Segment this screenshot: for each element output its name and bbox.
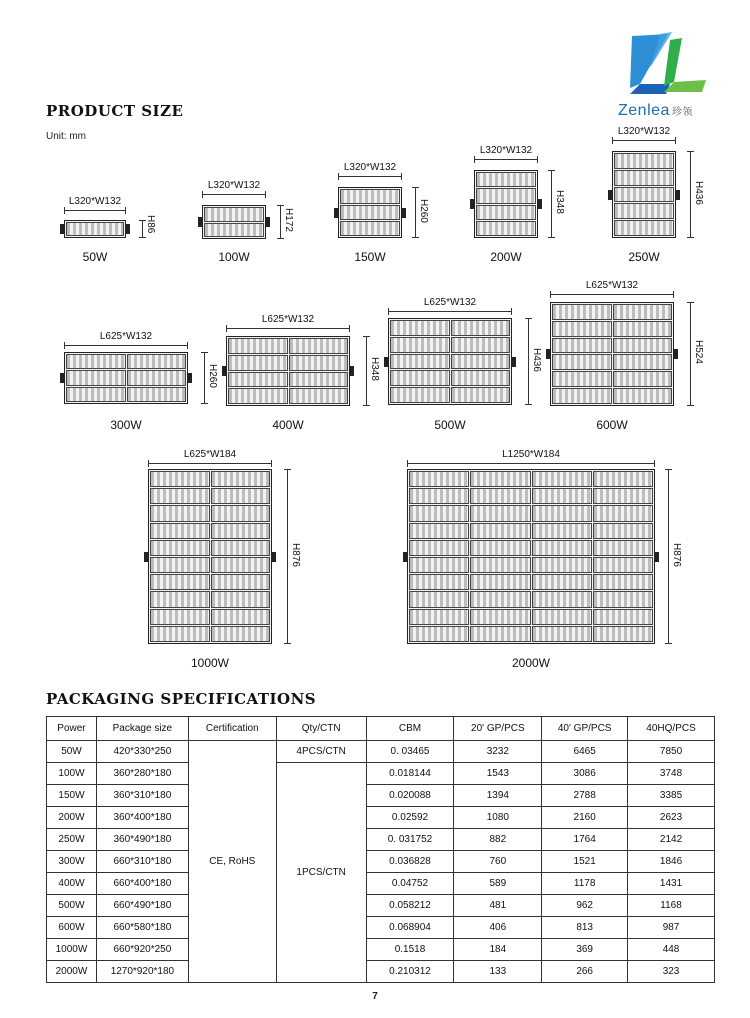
table-row — [47, 939, 715, 961]
led-module — [66, 354, 126, 369]
product-150w-width-dimension-line — [338, 176, 402, 177]
led-module — [289, 355, 349, 371]
led-module — [552, 338, 612, 354]
led-module — [532, 557, 592, 573]
product-250w-height-dimension-line — [690, 151, 691, 238]
cell-cbm: 0.210312 — [366, 961, 454, 983]
led-module — [204, 223, 264, 238]
table-row — [47, 917, 715, 939]
cell-power: 100W — [47, 763, 97, 785]
product-100w-height-dimension-line — [280, 205, 281, 239]
led-module — [614, 170, 674, 186]
led-module — [211, 523, 271, 539]
led-module — [552, 388, 612, 404]
led-module — [613, 338, 673, 354]
product-500w-height-label: H436 — [531, 347, 542, 372]
cell-power: 300W — [47, 851, 97, 873]
led-module — [390, 387, 450, 403]
led-module — [409, 488, 469, 504]
led-module — [470, 574, 530, 590]
led-module — [289, 338, 349, 354]
led-module — [66, 370, 126, 385]
cell-40hq: 3385 — [628, 785, 715, 807]
led-module — [211, 591, 271, 607]
header-20gp: 20' GP/PCS — [454, 717, 542, 741]
product-50w-width-dimension-line — [64, 210, 126, 211]
brand-wordmark — [618, 102, 693, 120]
cell-40hq: 1168 — [628, 895, 715, 917]
led-module — [613, 354, 673, 370]
product-200w-height-label: H348 — [554, 190, 565, 214]
cell-power: 600W — [47, 917, 97, 939]
cell-power: 150W — [47, 785, 97, 807]
led-module — [390, 337, 450, 353]
cell-20gp: 1080 — [454, 807, 542, 829]
cell-power: 200W — [47, 807, 97, 829]
product-200w-length-width-label: L320*W132 — [479, 145, 533, 156]
led-module — [476, 172, 536, 187]
led-module — [451, 387, 511, 403]
product-600w-length-width-label: L625*W132 — [585, 280, 639, 291]
brand-wordmark-cn: 珍领 — [671, 107, 693, 118]
cell-20gp: 589 — [454, 873, 542, 895]
led-module — [614, 203, 674, 219]
header-power: Power — [47, 717, 97, 741]
product-400w-width-dimension-line — [226, 328, 350, 329]
cell-40gp: 266 — [542, 961, 628, 983]
product-300w-height-dimension-line — [204, 352, 205, 404]
product-500w-power-label: 500W — [434, 418, 466, 432]
led-module — [470, 523, 530, 539]
led-module — [409, 471, 469, 487]
led-module — [470, 591, 530, 607]
cell-40hq: 2142 — [628, 829, 715, 851]
led-module — [593, 574, 653, 590]
led-module — [532, 591, 592, 607]
led-module — [150, 574, 210, 590]
led-module — [593, 488, 653, 504]
led-module — [127, 387, 187, 402]
cell-40gp: 1178 — [542, 873, 628, 895]
product-50w-fixture-drawing — [64, 220, 126, 238]
led-module — [211, 609, 271, 625]
product-2000w-fixture-drawing — [407, 469, 655, 644]
cell-package-size: 1270*920*180 — [96, 961, 188, 983]
cell-40hq: 323 — [628, 961, 715, 983]
product-50w-length-width-label: L320*W132 — [68, 196, 122, 207]
led-module — [390, 320, 450, 336]
cell-power: 250W — [47, 829, 97, 851]
cell-package-size: 420*330*250 — [96, 741, 188, 763]
cell-cbm: 0.036828 — [366, 851, 454, 873]
packaging-heading: PACKAGING SPECIFICATIONS — [46, 690, 317, 708]
cell-40gp: 962 — [542, 895, 628, 917]
led-module — [451, 370, 511, 386]
led-module — [593, 523, 653, 539]
product-2000w-length-width-label: L1250*W184 — [502, 449, 560, 460]
cell-power: 2000W — [47, 961, 97, 983]
product-500w-length-width-label: L625*W132 — [423, 297, 477, 308]
product-250w-power-label: 250W — [628, 250, 660, 264]
product-600w-width-dimension-line — [550, 294, 674, 295]
product-50w-power-label: 50W — [82, 250, 108, 264]
table-row — [47, 851, 715, 873]
cell-package-size: 660*580*180 — [96, 917, 188, 939]
brand-logo — [610, 28, 720, 124]
cell-package-size: 660*920*250 — [96, 939, 188, 961]
led-module — [409, 505, 469, 521]
led-module — [593, 471, 653, 487]
led-module — [127, 370, 187, 385]
led-module — [340, 189, 400, 204]
product-300w-power-label: 300W — [110, 418, 142, 432]
product-200w-power-label: 200W — [490, 250, 522, 264]
led-module — [451, 320, 511, 336]
led-module — [613, 304, 673, 320]
product-250w-length-width-label: L320*W132 — [617, 126, 671, 137]
product-150w-length-width-label: L320*W132 — [343, 162, 397, 173]
product-1000w-width-dimension-line — [148, 463, 272, 464]
cell-cbm: 0.02592 — [366, 807, 454, 829]
unit-label: Unit: mm — [46, 131, 86, 142]
led-module — [476, 188, 536, 203]
cell-package-size: 660*490*180 — [96, 895, 188, 917]
cell-40gp: 1521 — [542, 851, 628, 873]
led-module — [409, 540, 469, 556]
led-module — [593, 609, 653, 625]
packaging-table — [46, 716, 715, 983]
cell-power: 500W — [47, 895, 97, 917]
cell-20gp: 1543 — [454, 763, 542, 785]
cell-package-size: 360*490*180 — [96, 829, 188, 851]
cell-20gp: 3232 — [454, 741, 542, 763]
product-600w-power-label: 600W — [596, 418, 628, 432]
header-certification: Certification — [188, 717, 276, 741]
led-module — [127, 354, 187, 369]
led-module — [470, 471, 530, 487]
led-module — [552, 371, 612, 387]
product-1000w-height-dimension-line — [287, 469, 288, 644]
led-module — [211, 557, 271, 573]
cell-cbm: 0.1518 — [366, 939, 454, 961]
led-module — [613, 371, 673, 387]
led-module — [150, 471, 210, 487]
cell-40hq: 1846 — [628, 851, 715, 873]
zenlea-logo-icon — [610, 28, 720, 104]
led-module — [340, 205, 400, 220]
led-module — [409, 574, 469, 590]
product-2000w-width-dimension-line — [407, 463, 655, 464]
header-package-size: Package size — [96, 717, 188, 741]
table-row — [47, 807, 715, 829]
product-150w-height-dimension-line — [415, 187, 416, 238]
led-module — [593, 626, 653, 642]
led-module — [470, 488, 530, 504]
product-1000w-fixture-drawing — [148, 469, 272, 644]
led-module — [66, 387, 126, 402]
table-row — [47, 829, 715, 851]
product-2000w-height-label: H876 — [671, 542, 682, 567]
cell-package-size: 660*310*180 — [96, 851, 188, 873]
cell-cbm: 0.020088 — [366, 785, 454, 807]
led-module — [150, 626, 210, 642]
product-400w-power-label: 400W — [272, 418, 304, 432]
cell-40gp: 2788 — [542, 785, 628, 807]
led-module — [532, 505, 592, 521]
product-400w-fixture-drawing — [226, 336, 350, 406]
product-2000w-height-dimension-line — [668, 469, 669, 644]
led-module — [614, 153, 674, 169]
led-module — [204, 207, 264, 222]
led-module — [593, 505, 653, 521]
led-module — [228, 388, 288, 404]
product-100w-power-label: 100W — [218, 250, 250, 264]
led-module — [532, 540, 592, 556]
led-module — [409, 609, 469, 625]
product-100w-width-dimension-line — [202, 194, 266, 195]
cell-qty-ctn: 4PCS/CTN — [276, 741, 366, 763]
cell-cbm: 0. 03465 — [366, 741, 454, 763]
cell-cbm: 0. 031752 — [366, 829, 454, 851]
cell-cbm: 0.068904 — [366, 917, 454, 939]
cell-40gp: 2160 — [542, 807, 628, 829]
led-module — [470, 505, 530, 521]
product-150w-height-label: H260 — [418, 198, 429, 223]
led-module — [451, 337, 511, 353]
led-module — [409, 626, 469, 642]
led-module — [390, 354, 450, 370]
led-module — [150, 609, 210, 625]
led-module — [211, 626, 271, 642]
led-module — [211, 540, 271, 556]
page-number: 7 — [372, 991, 378, 1002]
cell-40hq: 2623 — [628, 807, 715, 829]
cell-20gp: 1394 — [454, 785, 542, 807]
led-module — [613, 321, 673, 337]
cell-40gp: 1764 — [542, 829, 628, 851]
product-600w-height-dimension-line — [690, 302, 691, 406]
cell-package-size: 360*310*180 — [96, 785, 188, 807]
product-500w-width-dimension-line — [388, 311, 512, 312]
product-200w-fixture-drawing — [474, 170, 538, 238]
brand-wordmark-latin: Zenlea — [618, 102, 670, 119]
led-module — [613, 388, 673, 404]
led-module — [476, 221, 536, 236]
product-150w-fixture-drawing — [338, 187, 402, 238]
cell-cbm: 0.018144 — [366, 763, 454, 785]
product-400w-height-dimension-line — [366, 336, 367, 406]
product-300w-width-dimension-line — [64, 345, 188, 346]
product-250w-fixture-drawing — [612, 151, 676, 238]
product-300w-height-label: H260 — [207, 364, 218, 388]
cell-20gp: 481 — [454, 895, 542, 917]
cell-20gp: 406 — [454, 917, 542, 939]
led-module — [390, 370, 450, 386]
led-module — [593, 591, 653, 607]
led-module — [66, 222, 124, 236]
led-module — [470, 609, 530, 625]
led-module — [552, 354, 612, 370]
product-600w-height-label: H524 — [693, 340, 704, 364]
table-body — [47, 741, 715, 983]
table-row — [47, 873, 715, 895]
led-module — [552, 321, 612, 337]
table-row — [47, 785, 715, 807]
cell-cbm: 0.058212 — [366, 895, 454, 917]
header-cbm: CBM — [366, 717, 454, 741]
led-module — [532, 488, 592, 504]
led-module — [470, 557, 530, 573]
led-module — [476, 205, 536, 220]
led-module — [211, 505, 271, 521]
header-qty-ctn: Qty/CTN — [276, 717, 366, 741]
cell-40gp: 6465 — [542, 741, 628, 763]
cell-40hq: 1431 — [628, 873, 715, 895]
product-200w-height-dimension-line — [551, 170, 552, 238]
product-50w-height-dimension-line — [142, 220, 143, 238]
led-module — [150, 488, 210, 504]
led-module — [593, 540, 653, 556]
led-module — [532, 523, 592, 539]
product-250w-height-label: H436 — [693, 180, 704, 205]
cell-power: 1000W — [47, 939, 97, 961]
table-row — [47, 763, 715, 785]
cell-package-size: 660*400*180 — [96, 873, 188, 895]
header-40hq: 40HQ/PCS — [628, 717, 715, 741]
led-module — [552, 304, 612, 320]
header-40gp: 40' GP/PCS — [542, 717, 628, 741]
cell-qty-ctn: 1PCS/CTN — [276, 763, 366, 983]
cell-certification: CE, RoHS — [188, 741, 276, 983]
led-module — [150, 505, 210, 521]
cell-package-size: 360*400*180 — [96, 807, 188, 829]
cell-20gp: 133 — [454, 961, 542, 983]
product-150w-power-label: 150W — [354, 250, 386, 264]
product-250w-width-dimension-line — [612, 140, 676, 141]
led-module — [593, 557, 653, 573]
cell-40gp: 369 — [542, 939, 628, 961]
product-300w-length-width-label: L625*W132 — [99, 331, 153, 342]
led-module — [532, 574, 592, 590]
product-50w-height-label: H86 — [145, 215, 156, 234]
product-200w-width-dimension-line — [474, 159, 538, 160]
table-row — [47, 895, 715, 917]
led-module — [614, 187, 674, 203]
product-1000w-length-width-label: L625*W184 — [183, 449, 237, 460]
product-100w-length-width-label: L320*W132 — [207, 180, 261, 191]
product-300w-fixture-drawing — [64, 352, 188, 404]
led-module — [150, 557, 210, 573]
cell-20gp: 184 — [454, 939, 542, 961]
led-module — [228, 338, 288, 354]
cell-40hq: 987 — [628, 917, 715, 939]
product-100w-height-label: H172 — [283, 208, 294, 232]
cell-40gp: 3086 — [542, 763, 628, 785]
cell-20gp: 760 — [454, 851, 542, 873]
cell-package-size: 360*280*180 — [96, 763, 188, 785]
led-module — [532, 471, 592, 487]
led-module — [614, 220, 674, 236]
product-400w-height-label: H348 — [369, 357, 380, 381]
led-module — [470, 626, 530, 642]
product-500w-fixture-drawing — [388, 318, 512, 405]
led-module — [150, 523, 210, 539]
table-row — [47, 961, 715, 983]
cell-power: 50W — [47, 741, 97, 763]
led-module — [532, 609, 592, 625]
product-1000w-power-label: 1000W — [190, 656, 230, 670]
product-2000w-power-label: 2000W — [511, 656, 551, 670]
led-module — [451, 354, 511, 370]
led-module — [289, 388, 349, 404]
led-module — [340, 221, 400, 236]
cell-40hq: 448 — [628, 939, 715, 961]
led-module — [470, 540, 530, 556]
product-500w-height-dimension-line — [528, 318, 529, 405]
cell-40hq: 3748 — [628, 763, 715, 785]
product-400w-length-width-label: L625*W132 — [261, 314, 315, 325]
led-module — [150, 591, 210, 607]
led-module — [211, 471, 271, 487]
cell-20gp: 882 — [454, 829, 542, 851]
table-header-row — [47, 717, 715, 741]
product-1000w-height-label: H876 — [290, 542, 301, 567]
cell-40hq: 7850 — [628, 741, 715, 763]
led-module — [211, 488, 271, 504]
cell-40gp: 813 — [542, 917, 628, 939]
led-module — [228, 355, 288, 371]
led-module — [409, 591, 469, 607]
product-size-heading: PRODUCT SIZE — [46, 102, 184, 120]
led-module — [532, 626, 592, 642]
cell-power: 400W — [47, 873, 97, 895]
led-module — [409, 523, 469, 539]
table-row — [47, 741, 715, 763]
led-module — [289, 372, 349, 388]
led-module — [211, 574, 271, 590]
cell-cbm: 0.04752 — [366, 873, 454, 895]
product-100w-fixture-drawing — [202, 205, 266, 239]
product-600w-fixture-drawing — [550, 302, 674, 406]
led-module — [409, 557, 469, 573]
led-module — [228, 372, 288, 388]
led-module — [150, 540, 210, 556]
